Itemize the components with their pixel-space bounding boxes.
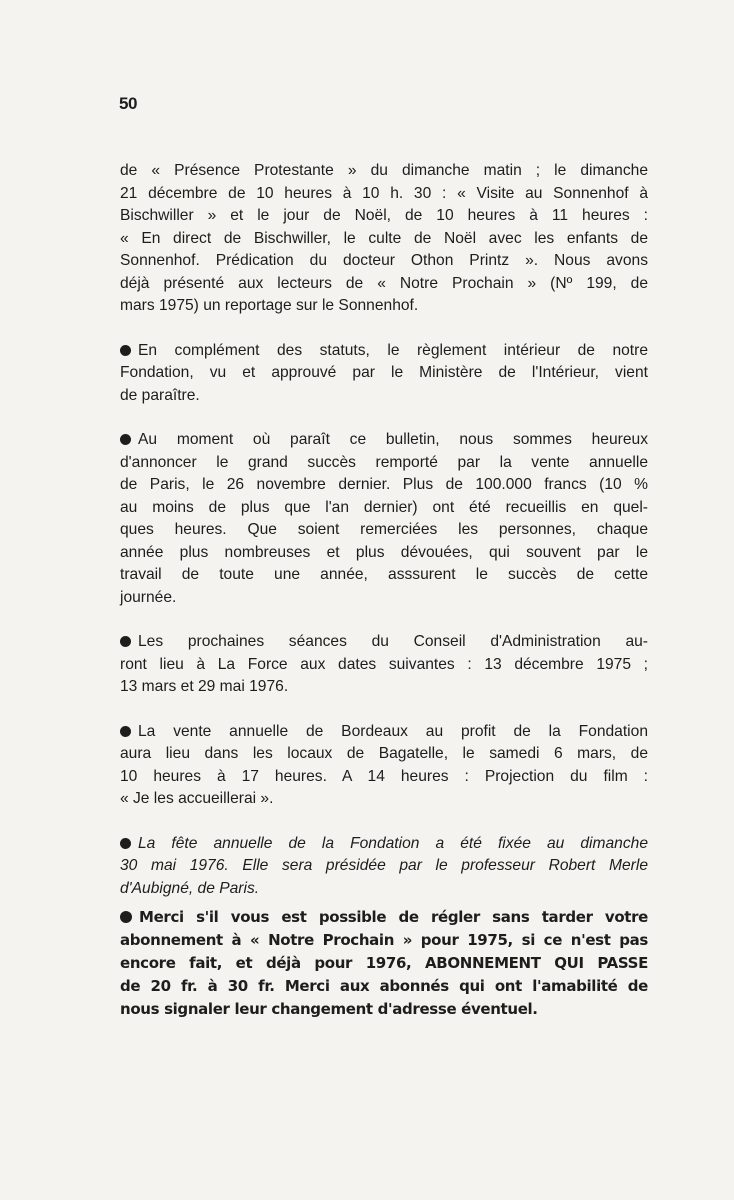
- text-line: journée.: [120, 588, 177, 606]
- notice-paragraph: [120, 906, 648, 1021]
- text-line: Fondation, vu et approuvé par le Ministère de l'Intérieur, vient: [120, 364, 648, 381]
- text-line: année plus nombreuses et plus dévouées, qui souvent par le: [120, 543, 648, 561]
- text-line: 21 décembre de 10 heures à 10 h. 30 : « Visite au Sonnenhof à: [120, 184, 648, 202]
- text-line: de Paris, le 26 novembre dernier. Plus de 100.000 francs (10 %: [120, 476, 648, 493]
- bullet-icon: [120, 838, 131, 849]
- text-line: « Je les accueillerai ».: [120, 790, 274, 807]
- text-line: aura lieu dans les locaux de Bagatelle, le samedi 6 mars, de: [120, 745, 648, 762]
- text-line: En complément des statuts, le règlement intérieur de notre: [120, 340, 648, 363]
- text-line: Au moment où paraît ce bulletin, nous sommes heureux: [120, 429, 648, 452]
- text-line: « En direct de Bischwiller, le culte de Noël avec les enfants de: [120, 229, 648, 247]
- article-body: [120, 160, 648, 900]
- text-line: abonnement à « Notre Prochain » pour 1975, si ce n'est pas: [120, 931, 648, 949]
- page-number: 50: [119, 94, 137, 113]
- text-line: au moins de plus que l'an dernier) ont été recueillis en quel-: [120, 498, 648, 516]
- text-line: ques heures. Que soient remerciées les personnes, chaque: [120, 521, 648, 538]
- text-line: d'Aubigné, de Paris.: [120, 879, 260, 897]
- bullet-icon: [120, 911, 132, 923]
- paragraph-vente-paris: [120, 429, 648, 609]
- text-line: 30 mai 1976. Elle sera présidée par le professeur Robert Merle: [120, 857, 648, 874]
- paragraph-conseil-administration: [120, 631, 648, 699]
- text-line: 13 mars et 29 mai 1976.: [120, 678, 289, 695]
- text-line: ront lieu à La Force aux dates suivantes : 13 décembre 1975 ;: [120, 655, 648, 673]
- text-line: Merci s'il vous est possible de régler sans tarder votre: [120, 906, 648, 929]
- text-line: Sonnenhof. Prédication du docteur Othon Printz ». Nous avons: [120, 252, 648, 269]
- text-line: travail de toute une année, asssurent le succès de cette: [120, 566, 648, 583]
- text-line: de 20 fr. à 30 fr. Merci aux abonnés qui ont l'amabilité de: [120, 977, 648, 995]
- text-line: d'annoncer le grand succès remporté par la vente annuelle: [120, 453, 648, 471]
- text-line: déjà présenté aux lecteurs de « Notre Prochain » (Nº 199, de: [120, 274, 648, 292]
- text-line: de paraître.: [120, 386, 200, 404]
- text-line: mars 1975) un reportage sur le Sonnenhof.: [120, 297, 419, 314]
- subscription-notice: [120, 906, 648, 1021]
- text-line: Bischwiller » et le jour de Noël, de 10 heures à 11 heures :: [120, 207, 648, 224]
- bullet-icon: [120, 345, 131, 356]
- paragraph-vente-bordeaux: [120, 721, 648, 811]
- paragraph-radio-broadcast: [120, 160, 648, 318]
- bullet-icon: [120, 726, 131, 737]
- text-line: nous signaler leur changement d'adresse éventuel.: [120, 1000, 538, 1018]
- text-line: La fête annuelle de la Fondation a été fixée au dimanche: [120, 833, 648, 856]
- text-line: encore fait, et déjà pour 1976, ABONNEMENT QUI PASSE: [120, 954, 648, 972]
- text-line: de « Présence Protestante » du dimanche matin ; le dimanche: [120, 162, 648, 179]
- paragraph-fete-annuelle: [120, 833, 648, 901]
- text-line: La vente annuelle de Bordeaux au profit de la Fondation: [120, 721, 648, 744]
- paragraph-reglement-interieur: [120, 340, 648, 408]
- text-line: Les prochaines séances du Conseil d'Administration au-: [120, 631, 648, 654]
- text-line: 10 heures à 17 heures. A 14 heures : Projection du film :: [120, 767, 648, 785]
- bullet-icon: [120, 636, 131, 647]
- bullet-icon: [120, 434, 131, 445]
